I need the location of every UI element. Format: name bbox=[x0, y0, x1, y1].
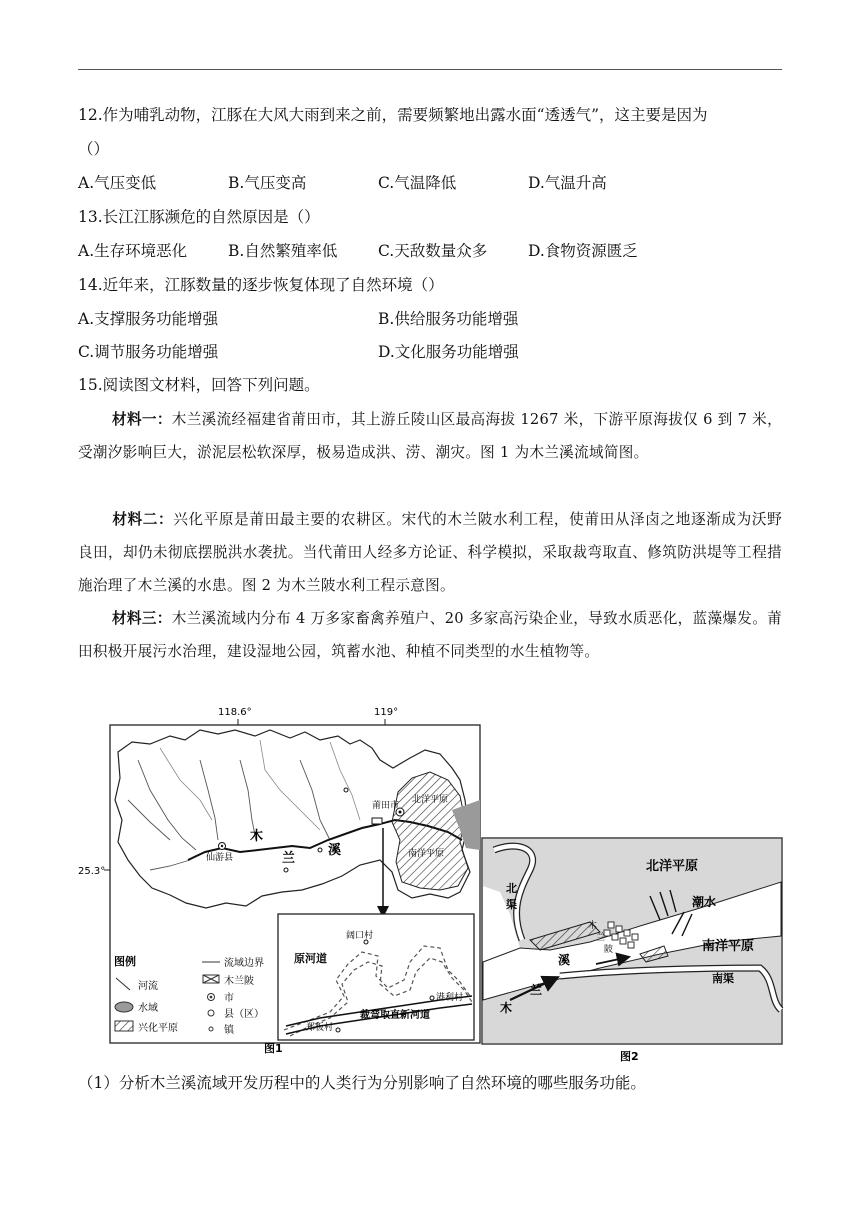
material-1-text: 木兰溪流经福建省莆田市，其上游丘陵山区最高海拔 1267 米，下游平原海拔仅 6 到 7 米，受潮汐影响巨大，淤泥层松软深厚，极易造成洪、涝、潮灾。图 1 为木兰溪流域简图。 bbox=[78, 411, 782, 461]
material-3-label: 材料三： bbox=[112, 610, 172, 627]
q12-option-a[interactable]: A.气压变低 bbox=[78, 174, 157, 192]
inset-village-1: 阔口村 bbox=[346, 931, 374, 941]
river-char-3: 溪 bbox=[328, 843, 342, 858]
q12-option-c[interactable]: C.气温降低 bbox=[378, 174, 457, 192]
material-3-text: 木兰溪流域内分布 4 万多家畜禽养殖户、20 多家高污染企业，导致水质恶化，蓝藻爆发。莆田积极开展污水治理，建设湿地公园，筑蓄水池、种植不同类型的水生植物等。 bbox=[78, 610, 783, 660]
dam-marker bbox=[372, 818, 382, 824]
q14-option-c[interactable]: C.调节服务功能增强 bbox=[78, 343, 219, 361]
town-marker bbox=[318, 848, 322, 852]
q12-option-d[interactable]: D.气温升高 bbox=[528, 174, 607, 192]
fig2-south-plain: 南洋平原 bbox=[702, 939, 755, 954]
town-marker bbox=[284, 868, 288, 872]
inset-village-2: 港利村 bbox=[436, 993, 464, 1003]
river-char-2: 兰 bbox=[282, 851, 296, 866]
q12-stem-blank: （） bbox=[78, 140, 110, 158]
inset-village-marker bbox=[336, 1028, 340, 1032]
lat-label: 25.3° bbox=[78, 866, 106, 877]
legend-town-icon bbox=[209, 1027, 213, 1031]
q14-stem: 14.近年来，江豚数量的逐步恢复体现了自然环境（） bbox=[78, 276, 444, 294]
material-3 bbox=[78, 602, 782, 668]
label-county: 仙游县 bbox=[206, 853, 234, 863]
legend-dam: 木兰陂 bbox=[224, 976, 254, 987]
figure-2-caption: 图2 bbox=[620, 1050, 639, 1063]
q13-option-d[interactable]: D.食物资源匮乏 bbox=[528, 242, 638, 260]
q12-stem: 12.作为哺乳动物，江豚在大风大雨到来之前，需要频繁地出露水面“透透气”，这主要是因为 bbox=[78, 106, 708, 124]
legend-city: 市 bbox=[224, 993, 234, 1004]
q15-sub-question-1: （1）分析木兰溪流域开发历程中的人类行为分别影响了自然环境的哪些服务功能。 bbox=[78, 1074, 646, 1092]
material-1-label: 材料一： bbox=[112, 411, 172, 428]
fig2-river-2: 兰 bbox=[530, 983, 543, 997]
label-north-plain: 北洋平原 bbox=[412, 795, 449, 805]
label-south-plain: 南洋平原 bbox=[408, 849, 445, 859]
fig2-north-canal-1: 北 bbox=[506, 882, 517, 895]
lon-label-2: 119° bbox=[374, 707, 399, 718]
header-rule bbox=[78, 69, 782, 70]
fig2-tide: 潮水 bbox=[692, 895, 717, 909]
legend-boundary: 流域边界 bbox=[224, 958, 264, 969]
legend-title: 图例 bbox=[114, 955, 136, 968]
fig2-dam-2: 兰 bbox=[596, 933, 606, 943]
q13-stem: 13.长江江豚濒危的自然原因是（） bbox=[78, 208, 320, 226]
legend-city-icon-dot bbox=[210, 996, 213, 999]
town-marker bbox=[344, 788, 348, 792]
river-char-1: 木 bbox=[250, 829, 264, 844]
material-1 bbox=[78, 403, 782, 469]
inset-old-channel-label: 原河道 bbox=[294, 952, 327, 965]
county-marker-dot bbox=[221, 845, 223, 847]
inset-new-channel-label: 裁弯取直新河道 bbox=[360, 1010, 430, 1021]
inset-village-marker bbox=[430, 996, 434, 1000]
material-2-text: 兴化平原是莆田最主要的农耕区。宋代的木兰陂水利工程，使莆田从泽卤之地逐渐成为沃野良田，却仍未彻底摆脱洪水袭扰。当代莆田人经多方论证、科学模拟，采取裁弯取直、修筑防洪堤等工程措施治理了木兰溪的水患。图 2 为木兰陂水利工程示意图。 bbox=[78, 511, 782, 594]
inset-village-3: 郑板村 bbox=[306, 1023, 334, 1033]
fig2-dam-1: 木 bbox=[588, 921, 598, 931]
legend-county-icon bbox=[208, 1010, 214, 1016]
legend-town: 镇 bbox=[224, 1025, 234, 1036]
legend-plain: 兴化平原 bbox=[138, 1023, 178, 1034]
label-city: 莆田市 bbox=[372, 801, 400, 811]
fig2-south-canal: 南渠 bbox=[712, 972, 734, 985]
figure-1-caption: 图1 bbox=[264, 1042, 283, 1055]
material-2-label: 材料二： bbox=[112, 511, 174, 528]
legend-county: 县（区） bbox=[224, 1009, 264, 1020]
fig2-dam-3: 陂 bbox=[604, 945, 614, 955]
legend-plain-icon bbox=[115, 1021, 133, 1031]
material-2 bbox=[78, 503, 782, 602]
figures-svg bbox=[0, 700, 860, 1065]
fig2-river-1: 木 bbox=[500, 1001, 513, 1015]
q12-option-b[interactable]: B.气压变高 bbox=[228, 174, 307, 192]
q14-option-d[interactable]: D.文化服务功能增强 bbox=[378, 343, 519, 361]
legend-water-icon bbox=[115, 1002, 133, 1012]
legend-water: 水域 bbox=[138, 1003, 158, 1014]
fig2-north-plain: 北洋平原 bbox=[646, 859, 699, 874]
q14-option-a[interactable]: A.支撑服务功能增强 bbox=[78, 310, 219, 328]
legend-river: 河流 bbox=[138, 981, 158, 992]
fig2-north-canal-2: 渠 bbox=[506, 898, 517, 911]
lon-label-1: 118.6° bbox=[218, 707, 252, 718]
q14-option-b[interactable]: B.供给服务功能增强 bbox=[378, 310, 519, 328]
q15-intro: 15.阅读图文材料，回答下列问题。 bbox=[78, 376, 320, 394]
figure-2 bbox=[482, 838, 782, 1063]
q13-option-c[interactable]: C.天敌数量众多 bbox=[378, 242, 488, 260]
figure-1 bbox=[78, 707, 480, 1055]
fig2-river-3: 溪 bbox=[558, 953, 571, 967]
q13-option-b[interactable]: B.自然繁殖率低 bbox=[228, 242, 338, 260]
q13-option-a[interactable]: A.生存环境恶化 bbox=[78, 242, 188, 260]
